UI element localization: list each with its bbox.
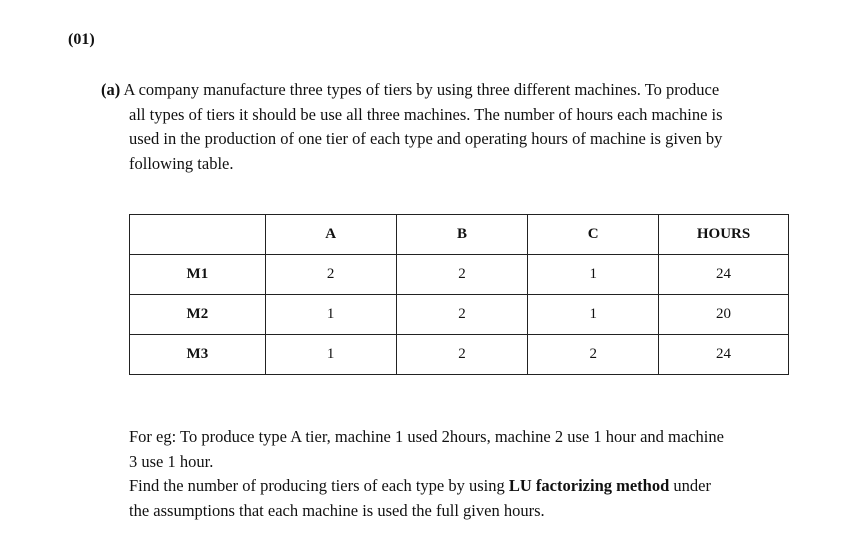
cell-c: 1 [528,295,659,335]
part-a-paragraph [101,78,791,176]
row-machine-label: M1 [130,255,266,295]
instructions-paragraph [129,425,791,523]
cell-b: 2 [396,255,528,295]
header-a: A [265,215,396,255]
header-c: C [528,215,659,255]
table-row [130,295,789,335]
part-a-text-1: A company manufacture three types of tiers by using three different machines. To produce [123,80,720,99]
task-line-1 [129,474,791,499]
row-machine-label: M2 [130,295,266,335]
example-line-1: For eg: To produce type A tier, machine 1 used 2hours, machine 2 use 1 hour and machine [129,427,724,446]
task-method: LU factorizing method [508,476,670,495]
cell-a: 1 [265,295,396,335]
cell-a: 1 [265,335,396,375]
example-line-2: 3 use 1 hour. [129,451,214,471]
cell-b: 2 [396,335,528,375]
machine-hours-table [129,214,789,375]
header-hours: HOURS [659,215,789,255]
part-a-line-4: following table. [129,153,234,173]
cell-hours: 24 [659,255,789,295]
header-empty-cell [130,215,266,255]
part-a-line-3: used in the production of one tier of each type and operating hours of machine is given by [129,129,723,148]
part-a-line-2: all types of tiers it should be use all three machines. The number of hours each machine is [129,104,723,124]
table-header-row [130,215,789,255]
task-suffix: under [669,476,711,495]
question-number: (01) [68,31,95,48]
cell-c: 1 [528,255,659,295]
header-b: B [396,215,528,255]
row-machine-label: M3 [130,335,266,375]
part-a-line-1 [101,78,791,103]
cell-c: 2 [528,335,659,375]
cell-b: 2 [396,295,528,335]
cell-a: 2 [265,255,396,295]
table-row [130,335,789,375]
cell-hours: 24 [659,335,789,375]
table-row [130,255,789,295]
cell-hours: 20 [659,295,789,335]
task-line-2: the assumptions that each machine is used the full given hours. [129,500,545,520]
task-prefix: Find the number of producing tiers of each type by using [129,476,509,495]
part-a-label: (a) [101,80,121,99]
